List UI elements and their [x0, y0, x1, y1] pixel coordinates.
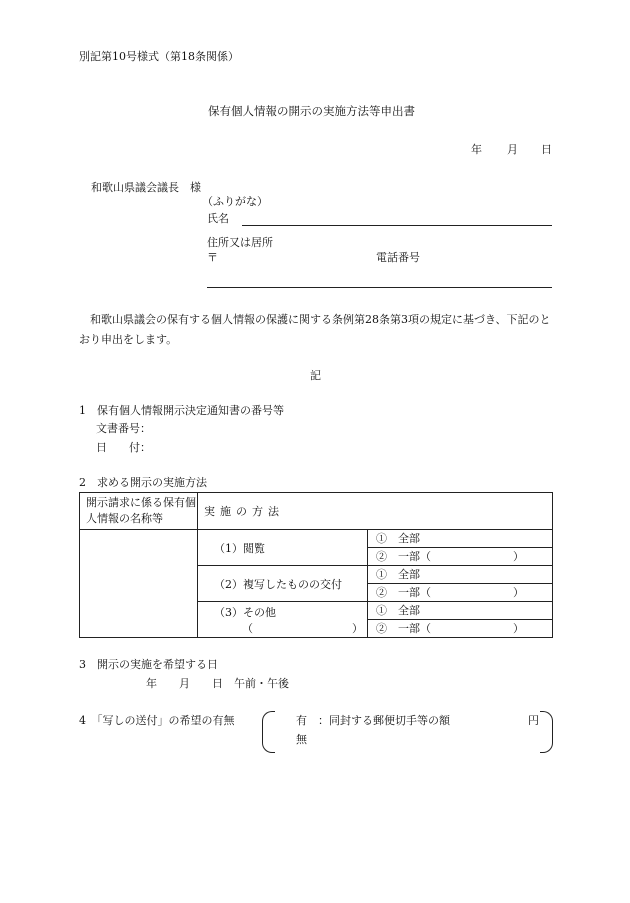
notice-date-label: 日 付： [96, 441, 151, 454]
date-day: 日 [541, 143, 552, 156]
section1-heading: 1 保有個人情報開示決定通知書の番号等 [79, 404, 284, 417]
option-all[interactable]: ① 全部 [376, 568, 420, 581]
section4-heading: 4 「写しの送付」の希望の有無 [79, 714, 235, 727]
date-month: 月 [507, 143, 518, 156]
method-cell [198, 530, 368, 566]
furigana-label: （ふりがな） [202, 195, 268, 208]
addressee: 和歌山県議会議長 様 [91, 181, 201, 194]
option-partial[interactable]: ② 一部（ ） [368, 583, 552, 601]
info-name-cell[interactable] [80, 530, 198, 638]
methods-table [79, 492, 553, 638]
option-no[interactable]: 無 [296, 733, 307, 746]
address-label: 住所又は居所 [207, 236, 273, 249]
name-label: 氏名 [207, 212, 229, 225]
method-label: （3）その他 [214, 605, 276, 619]
option-yes[interactable]: 有 ：同封する郵便切手等の額 [296, 714, 450, 727]
page-title: 保有個人情報の開示の実施方法等申出書 [208, 104, 415, 118]
phone-label: 電話番号 [376, 251, 420, 264]
method-label: （1）閲覧 [214, 541, 265, 555]
method-label: （2）複写したものの交付 [214, 577, 342, 591]
header-info-name: 開示請求に係る保有個人情報の名称等 [80, 493, 198, 530]
section2-heading: 2 求める開示の実施方法 [79, 476, 207, 489]
method-other-paren[interactable]: （ ） [242, 621, 363, 635]
postal-mark: 〒 [207, 251, 218, 264]
option-partial[interactable]: ② 一部（ ） [368, 619, 552, 637]
yen-label: 円 [528, 714, 539, 727]
section3-heading: 3 開示の実施を希望する日 [79, 658, 218, 671]
option-all[interactable]: ① 全部 [376, 532, 420, 545]
address-field-line[interactable] [207, 287, 552, 288]
option-partial[interactable]: ② 一部（ ） [368, 547, 552, 565]
option-all[interactable]: ① 全部 [376, 604, 420, 617]
form-number: 別記第10号様式（第18条関係） [79, 50, 239, 63]
date-year: 年 [471, 143, 482, 156]
left-brace [262, 711, 275, 753]
table-row [80, 530, 553, 566]
method-cell [198, 566, 368, 602]
header-method: 実施の方法 [198, 493, 553, 530]
desired-date-line[interactable]: 年 月 日 午前・午後 [146, 677, 289, 690]
doc-number-label: 文書番号： [96, 422, 151, 435]
method-cell [198, 602, 368, 638]
ki-label: 記 [310, 369, 321, 382]
body-text: 和歌山県議会の保有する個人情報の保護に関する条例第28条第3項の規定に基づき、下記のとおり申出をします。 [79, 313, 551, 346]
name-field-line[interactable] [242, 225, 552, 226]
right-brace [540, 711, 553, 753]
